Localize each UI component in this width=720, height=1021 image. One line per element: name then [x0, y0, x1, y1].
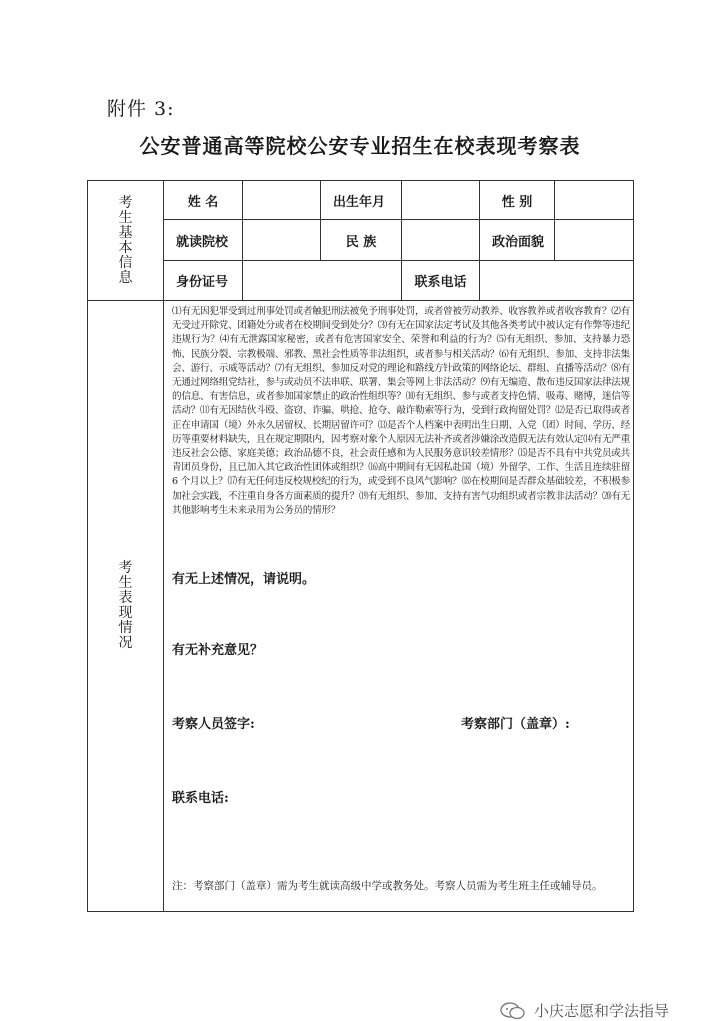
school-label: 就读院校 [164, 220, 243, 261]
department-seal-label: 考察部门（盖章）: [461, 717, 570, 732]
name-field[interactable] [243, 181, 321, 220]
id-number-field[interactable] [243, 261, 402, 301]
gender-field[interactable] [555, 181, 634, 220]
gender-label: 性 别 [480, 181, 555, 220]
contact-phone-label: 联系电话: [172, 791, 229, 806]
political-label: 政治面貌 [480, 220, 555, 261]
name-label: 姓 名 [164, 181, 243, 220]
opinion-prompt: 有无补充意见？ [172, 643, 264, 658]
performance-section-label: 考 生 表 现 情 况 [88, 301, 164, 912]
chat-bubbles-icon [500, 1002, 526, 1020]
birth-label: 出生年月 [321, 181, 402, 220]
phone-field[interactable] [480, 261, 634, 301]
watermark-text: 小庆志愿和学法指导 [534, 1002, 670, 1020]
form-note: 注：考察部门（盖章）需为考生就读高级中学或教务处。考察人员需为考生班主任或辅导员。 [172, 880, 603, 892]
form-title: 公安普通高等院校公安专业招生在校表现考察表 [139, 134, 581, 158]
ethnicity-field[interactable] [402, 220, 480, 261]
situation-prompt: 有无上述情况，请说明。 [172, 572, 316, 587]
school-field[interactable] [243, 220, 321, 261]
attachment-label: 附件 3: [107, 98, 175, 120]
id-number-label: 身份证号 [164, 261, 243, 301]
screening-questions: ⑴有无因犯罪受到过刑事处罚或者触犯刑法被免予刑事处罚，或者曾被劳动教养、收容教养或者收容教育？⑵有无受过开除党、团籍处分或者在校期间受到处分？⑶有无在国家法定考试及其他各类考试中被认定有作弊等违纪违规行为？⑷有无泄露国家秘密，或者有危害国家安全、荣誉和利益的行为？⑸有无组织、参加、支持暴力恐怖、民族分裂、宗教极端、邪教、黑社会性质等非法组织，或者参与相关活动？⑹有无组织、参加、支持非法集会、游行、示威等活动？⑺有无组织、参加反对党的理论和路线方针政策的网络论坛、群组、直播等活动？⑻有无通过网络组党结社，参与或动员不法串联、联署、集会等网上非法活动？⑼有无编造、散布违反国家法律法规的信息、有害信息，或者参加国家禁止的政治性组织等？⑽有无组织、参与或者支持色情、吸毒、赌博，迷信等活动？⑾有无因结伙斗殴、盗窃、诈骗、哄抢、抢夺、敲诈勒索等行为，受到行政拘留处罚？⑿是否已取得或者正在申请国（境）外永久居留权、长期居留许可？⒀是否个人档案中表明出生日期、入党（团）时间、学历、经历等重要材料缺失，且在规定期限内，因考察对象个人原因无法补齐或者涉嫌涂改造假无法有效认定⒁有无严重违反社会公德、家庭美德；政治品德不良，社会责任感和为人民服务意识较差情形？⒂是否不具有中共党员或共青团员身份，且已加入其它政治性团体或组织？⒃高中期间有无因私赴国（境）外留学、工作、生活且连续驻留 6 个月以上？⒄有无任何违反校规校纪的行为，或受到不良风气影响？⒅在校期间是否群众基础较差，不积极参加社会实践，不注重自身各方面素质的提升？⒆有无组织、参加、支持有害气功组织或者宗教非法活动？⒇有无其他影响考生未来录用为公务员的情形？ [172, 306, 630, 516]
phone-label: 联系电话 [402, 261, 480, 301]
inspection-form-table [87, 180, 634, 912]
basic-info-section-label: 考 生 基 本 信 息 [88, 181, 164, 301]
ethnicity-label: 民 族 [321, 220, 402, 261]
political-field[interactable] [555, 220, 634, 261]
birth-field[interactable] [402, 181, 480, 220]
inspector-signature-label: 考察人员签字: [172, 717, 255, 732]
